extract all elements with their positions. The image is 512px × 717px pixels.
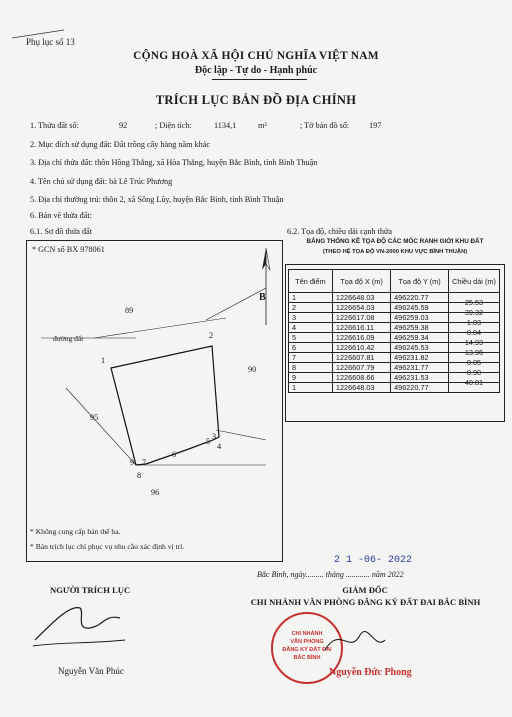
left-signature — [25, 600, 135, 650]
coord-x: 1226648.03 — [332, 383, 390, 393]
date-line: Bắc Bình, ngày......... tháng ............ năm 2022 — [257, 570, 404, 579]
neighbor-95: 95 — [90, 413, 99, 422]
coord-y: 496220.77 — [391, 383, 449, 393]
right-signature — [320, 620, 390, 660]
point-name: 5 — [289, 333, 333, 343]
parcel-no-label: 1. Thửa đất số: — [30, 121, 79, 130]
stamp-line-3: ĐĂNG KÝ ĐẤT ĐAI — [282, 647, 332, 653]
coords-subcaption: (THEO HỆ TỌA ĐỘ VN-2000 KHU VỰC BÌNH THUẬN) — [322, 249, 468, 255]
right-signer-name: Nguyễn Đức Phong — [329, 667, 412, 678]
coord-y: 496231.82 — [391, 353, 449, 363]
neighbor-96: 96 — [151, 488, 160, 497]
area-unit: m² — [258, 121, 267, 130]
edge-length: 0.90 — [449, 368, 500, 378]
vertex-1: 1 — [101, 356, 106, 365]
edge-length: 0.04 — [449, 328, 500, 338]
note-no-third-copy: * Không cung cấp bản thế ba. — [30, 527, 121, 536]
appendix-label: Phụ lục số 13 — [26, 37, 75, 47]
boundary-east — [216, 430, 266, 440]
col-x: Tọa độ X (m) — [332, 270, 390, 293]
vertex-8: 8 — [137, 471, 142, 480]
coords-table — [288, 269, 500, 393]
vertex-3: 3 — [212, 432, 217, 441]
motto: Độc lập - Tự do - Hạnh phúc — [194, 65, 318, 76]
sketch-heading: 6.1. Sơ đồ thửa đất — [30, 227, 92, 236]
coord-y: 496245.59 — [391, 303, 449, 313]
parcel-sketch — [26, 240, 281, 560]
vertex-4: 4 — [217, 442, 222, 451]
stamp-line-1: CHI NHÁNH — [291, 631, 323, 637]
col-point: Tên điểm — [289, 270, 333, 293]
vertex-6: 6 — [172, 450, 177, 459]
coords-table-frame — [285, 264, 505, 422]
north-arrow-head — [262, 248, 266, 270]
coord-x: 1226616.09 — [332, 333, 390, 343]
edge-length: 14.93 — [449, 338, 500, 348]
coord-y: 496220.77 — [391, 293, 449, 303]
boundary-road — [94, 318, 226, 338]
point-name: 7 — [289, 353, 333, 363]
col-length: Chiều dài (m) — [449, 270, 500, 293]
left-signer-title: NGƯỜI TRÍCH LỤC — [50, 585, 131, 595]
table-row — [289, 293, 500, 303]
right-signer-title2: CHI NHÁNH VĂN PHÒNG ĐĂNG KÝ ĐẤT ĐAI BẮC BÌNH — [250, 597, 481, 607]
neighbor-89: 89 — [125, 306, 134, 315]
coord-x: 1226607.81 — [332, 353, 390, 363]
edge-length: 40.81 — [449, 378, 500, 388]
point-name: 9 — [289, 373, 333, 383]
north-arrow-head-outline — [266, 248, 270, 270]
right-signer-title1: GIÁM ĐỐC — [342, 585, 388, 595]
left-signer-name: Nguyễn Văn Phúc — [58, 666, 124, 676]
coord-y: 496259.34 — [391, 333, 449, 343]
stamp-line-4: BẮC BÌNH — [293, 655, 321, 661]
point-name: 3 — [289, 313, 333, 323]
edge-length: 39.32 — [449, 308, 500, 318]
point-name: 1 — [289, 293, 333, 303]
land-purpose: 2. Mục đích sử dụng đất: Đất trồng cây hàng năm khác — [30, 140, 210, 149]
date-stamp: 2 1 -06- 2022 — [334, 555, 413, 566]
point-name: 1 — [289, 383, 333, 393]
motto-underline — [212, 79, 307, 80]
point-name: 4 — [289, 323, 333, 333]
coord-x: 1226616.11 — [332, 323, 390, 333]
point-name: 8 — [289, 363, 333, 373]
neighbor-90: 90 — [248, 365, 257, 374]
vertex-2: 2 — [209, 331, 214, 340]
coord-y: 496259.38 — [391, 323, 449, 333]
coord-x: 1226617.08 — [332, 313, 390, 323]
edge-length: 13.96 — [449, 348, 500, 358]
coord-y: 496231.77 — [391, 363, 449, 373]
coord-y: 496245.53 — [391, 343, 449, 353]
coord-x: 1226648.03 — [332, 293, 390, 303]
stamp-line-2: VĂN PHÒNG — [290, 639, 324, 645]
area-label: ; Diện tích: — [155, 121, 192, 130]
map-heading: 6. Bản vẽ thửa đất: — [30, 211, 92, 220]
country-header: CỘNG HOÀ XÃ HỘI CHỦ NGHĨA VIỆT NAM — [133, 50, 379, 62]
edge-length: 25.53 — [449, 298, 500, 308]
coord-x: 1226654.03 — [332, 303, 390, 313]
owner-residence: 5. Địa chỉ thường trú: thôn 2, xã Sông Lũy, huyện Bắc Bình, tỉnh Bình Thuận — [30, 195, 284, 204]
gcn-number: * GCN số BX 978061 — [32, 245, 105, 254]
edge-length: 0.05 — [449, 358, 500, 368]
north-label: B — [259, 292, 266, 303]
parcel-address: 3. Địa chỉ thửa đất: thôn Hồng Thắng, xã Hòa Thắng, huyện Bắc Bình, tỉnh Bình Thuận — [30, 158, 318, 167]
vertex-9: 9 — [130, 458, 135, 467]
document-title: TRÍCH LỤC BẢN ĐỒ ĐỊA CHÍNH — [155, 93, 357, 107]
point-name: 2 — [289, 303, 333, 313]
edge-length: 1.03 — [449, 318, 500, 328]
sheet-label: ; Tờ bản đồ số: — [300, 121, 350, 130]
corner-mark — [8, 28, 68, 42]
vertex-5: 5 — [206, 437, 211, 446]
coord-x: 1226608.66 — [332, 373, 390, 383]
note-location-only: * Bản trích lục chỉ phục vụ nhu cầu xác định vị trí. — [30, 542, 185, 551]
owner-name: 4. Tên chủ sử dụng đất: bà Lê Trúc Phương — [30, 177, 173, 186]
coord-y: 496259.03 — [391, 313, 449, 323]
boundary-north — [206, 288, 266, 320]
coord-x: 1226607.79 — [332, 363, 390, 373]
col-y: Tọa độ Y (m) — [391, 270, 449, 293]
coords-heading: 6.2. Tọa độ, chiều dài cạnh thửa — [287, 227, 393, 236]
parcel-no-value: 92 — [119, 121, 128, 130]
coord-y: 496231.53 — [391, 373, 449, 383]
area-value: 1134,1 — [214, 121, 237, 130]
coords-caption: BẢNG THỐNG KÊ TỌA ĐỘ CÁC MỐC RANH GIỚI KHU ĐẤT — [306, 238, 484, 245]
sheet-value: 197 — [369, 121, 382, 130]
road-label: đường đất — [53, 334, 84, 343]
parcel-outline — [111, 346, 222, 465]
vertex-7: 7 — [142, 458, 147, 467]
coord-x: 1226610.42 — [332, 343, 390, 353]
point-name: 6 — [289, 343, 333, 353]
